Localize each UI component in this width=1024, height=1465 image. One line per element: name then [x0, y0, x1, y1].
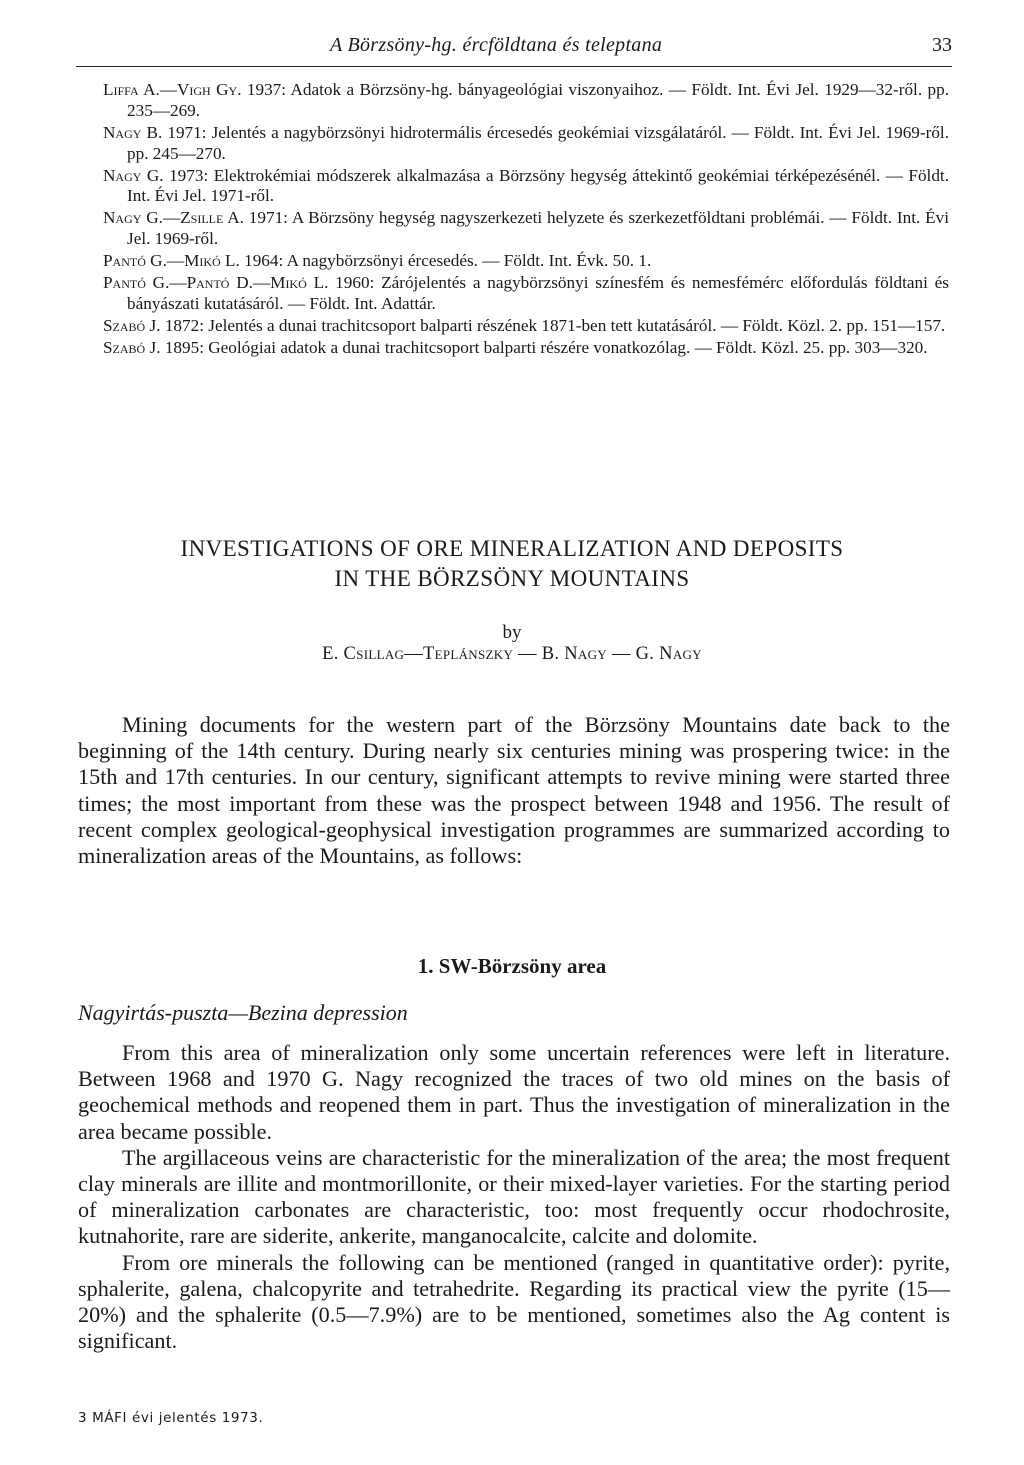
- reference-text: 1895: Geológiai adatok a dunai trachitcsoport balparti részére vonatkozólag. — Földt. Közl. 25. pp. 303—320.: [160, 337, 928, 357]
- reference-entry: [103, 273, 949, 315]
- reference-author: Nagy B.: [103, 122, 163, 142]
- reference-entry: [103, 123, 949, 165]
- reference-author: Szabó J.: [103, 315, 161, 335]
- reference-author: Liffa A.—Vigh Gy.: [103, 80, 242, 99]
- reference-author: Nagy G.—Zsille A.: [103, 208, 244, 228]
- body-text: [78, 1040, 950, 1354]
- reference-entry: [103, 338, 949, 359]
- reference-entry: [103, 80, 949, 122]
- reference-author: Nagy G.: [103, 165, 164, 185]
- article-title: [100, 534, 924, 594]
- byline-by: by: [502, 622, 522, 643]
- body-paragraph: From ore minerals the following can be mentioned (ranged in quantitative order): pyrite, sphalerite, galena, chalcopyrite and tetrahedrite. Regarding its practical view the pyrite (15—20%) and the sphalerite (0.5—7.9%) are to be mentioned, sometimes also the Ag content is significant.: [78, 1249, 950, 1354]
- reference-author: Pantó G.—Mikó L.: [103, 251, 240, 271]
- section-heading: 1. SW-Börzsöny area: [417, 954, 607, 978]
- abstract: [78, 712, 950, 869]
- reference-list: [79, 80, 949, 360]
- reference-text: 1872: Jelentés a dunai trachitcsoport balparti részének 1871-ben tett kutatásáról. — Földt. Közl. 2. pp. 151—157.: [160, 315, 946, 335]
- reference-entry: [103, 208, 949, 250]
- reference-entry: [103, 316, 949, 337]
- running-head-title: A Börzsöny-hg. ércföldtana és teleptana: [330, 34, 663, 56]
- article-title-line: IN THE BÖRZSÖNY MOUNTAINS: [334, 566, 690, 591]
- article-title-line: INVESTIGATIONS OF ORE MINERALIZATION AND DEPOSITS: [180, 536, 844, 561]
- reference-entry: [103, 251, 949, 272]
- running-head: [76, 34, 952, 67]
- abstract-paragraph: Mining documents for the western part of the Börzsöny Mountains date back to the beginning of the 14th century. During nearly six centuries mining was prospering twice: in the 15th and 17th centuries. In our century, significant attempts to revive mining were started three times; the most important from these was the prospect between 1948 and 1956. The result of recent complex geological-geophysical investigation programmes are summarized according to mineralization areas of the Mountains, as follows:: [78, 712, 950, 869]
- reference-author: Pantó G.—Pantó D.—Mikó L.: [103, 273, 329, 293]
- body-paragraph: From this area of mineralization only some uncertain references were left in literature. Between 1968 and 1970 G. Nagy recognized the traces of two old mines on the basis of geochemical methods and reopened them in part. Thus the investigation of mineralization in the area became possible.: [78, 1040, 950, 1144]
- subsection-heading: Nagyirtás-puszta—Bezina depression: [78, 1000, 408, 1025]
- reference-author: Szabó J.: [103, 337, 161, 357]
- reference-text: 1960: Zárójelentés a nagybörzsönyi színesfém és nemesfémérc előfordulás földtani és bányászati kutatásáról. — Földt. Int. Adattár.: [127, 273, 949, 313]
- reference-text: 1973: Elektrokémiai módszerek alkalmazása a Börzsöny hegység áttekintő geokémiai térképezésénél. — Földt. Int. Évi Jel. 1971-ről.: [127, 165, 949, 206]
- reference-text: 1971: A Börzsöny hegység nagyszerkezeti helyzete és szerkezetföldtani problémái. — Földt. Int. Évi Jel. 1969-ről.: [127, 208, 949, 249]
- page-number: 33: [932, 34, 952, 56]
- body-paragraph: The argillaceous veins are characteristic for the mineralization of the area; the most frequent clay minerals are illite and montmorillonite, or their mixed-layer varieties. For the starting period of mineralization carbonates are characteristic, too: most frequently occur rhodochrosite, kutnahorite, rare are siderite, ankerite, manganocalcite, calcite and dolomite.: [78, 1144, 950, 1249]
- reference-text: 1971: Jelentés a nagybörzsönyi hidrotermális ércesedés geokémiai vizsgálatáról. — Földt. Int. Évi Jel. 1969-ről. pp. 245—270.: [127, 122, 949, 163]
- reference-text: 1937: Adatok a Börzsöny-hg. bányageológiai viszonyaihoz. — Földt. Int. Évi Jel. 1929—32-ről. pp. 235—269.: [127, 80, 949, 120]
- article-authors: E. Csillag—Teplánszky — B. Nagy — G. Nagy: [322, 644, 702, 664]
- reference-text: 1964: A nagybörzsönyi ércesedés. — Földt. Int. Évk. 50. 1.: [239, 251, 652, 271]
- reference-entry: [103, 166, 949, 208]
- footnote: 3 MÁFI évi jelentés 1973.: [78, 1410, 264, 1426]
